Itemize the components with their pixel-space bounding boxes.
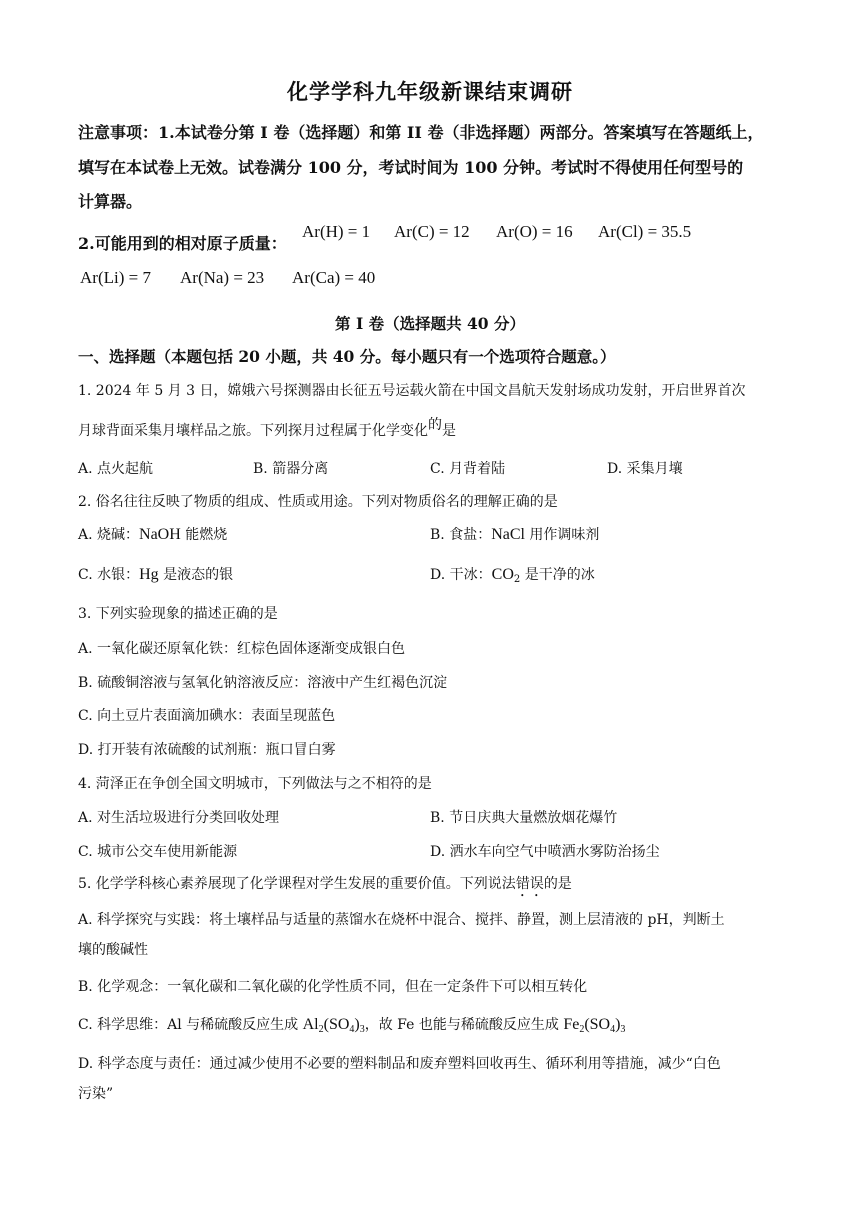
question-4-option-c: C. 城市公交车使用新能源 [78, 844, 238, 860]
emphasized-word: 错误 [515, 876, 544, 892]
question-5-option-d-line-2: 污染” [78, 1086, 114, 1102]
section-title: 第 I 卷（选择题共 40 分） [335, 314, 525, 333]
notice-line-1: 注意事项：1.本试卷分第 I 卷（选择题）和第 II 卷（非选择题）两部分。答案填写在答题纸上， [78, 123, 764, 142]
question-5-option-a-line-1: A. 科学探究与实践：将土壤样品与适量的蒸馏水在烧杯中混合、搅拌、静置，测上层清液的 pH，判断土 [78, 912, 725, 928]
question-3-stem: 3. 下列实验现象的描述正确的是 [78, 606, 278, 622]
question-2-option-c: C. 水银：Hg 是液态的银 [78, 566, 234, 583]
atomic-mass-o: Ar(O) = 16 [496, 222, 573, 241]
page-title: 化学学科九年级新课结束调研 [287, 79, 573, 104]
question-5-option-b: B. 化学观念：一氧化碳和二氧化碳的化学性质不同，但在一定条件下可以相互转化 [78, 979, 588, 995]
atomic-mass-cl: Ar(Cl) = 35.5 [598, 222, 692, 241]
question-5-option-a-line-2: 壤的酸碱性 [78, 942, 148, 958]
question-1-stem-line-2: 月球背面采集月壤样品之旅。下列探月过程属于化学变化的是 [78, 417, 456, 439]
atomic-mass-ca: Ar(Ca) = 40 [292, 268, 376, 287]
atomic-mass-h: Ar(H) = 1 [302, 222, 371, 241]
question-2-stem: 2. 俗名往往反映了物质的组成、性质或用途。下列对物质俗名的理解正确的是 [78, 494, 558, 510]
question-3-option-d: D. 打开装有浓硫酸的试剂瓶：瓶口冒白雾 [78, 742, 336, 758]
question-2-option-b: B. 食盐：NaCl 用作调味剂 [430, 526, 600, 543]
question-4-option-b: B. 节日庆典大量燃放烟花爆竹 [430, 810, 618, 826]
question-1-option-a: A. 点火起航 [78, 461, 154, 477]
question-1-option-b: B. 箭器分离 [253, 461, 329, 477]
notice-line-2: 填写在本试卷上无效。试卷满分 100 分，考试时间为 100 分钟。考试时不得使用任何型号的 [78, 158, 744, 177]
question-3-option-b: B. 硫酸铜溶液与氢氧化钠溶液反应：溶液中产生红褐色沉淀 [78, 675, 448, 691]
question-2-option-d: D. 干冰：$CO_2$ 是干净的冰 [430, 566, 595, 585]
formula-al2so43: $Al_2(SO_4)_3$ [302, 1016, 365, 1035]
question-5-stem: 5. 化学学科核心素养展现了化学课程对学生发展的重要价值。下列说法错误的是 [78, 876, 572, 892]
question-4-option-a: A. 对生活垃圾进行分类回收处理 [78, 810, 280, 826]
atomic-mass-c: Ar(C) = 12 [394, 222, 470, 241]
part-heading: 一、选择题（本题包括 20 小题，共 40 分。每小题只有一个选项符合题意。） [78, 347, 616, 366]
question-1-stem-line-1: 1. 2024 年 5 月 3 日，嫦娥六号探测器由长征五号运载火箭在中国文昌航天发射场成功发射，开启世界首次 [78, 383, 746, 399]
question-1-stem-superscript: 的 [428, 417, 442, 433]
atomic-mass-na: Ar(Na) = 23 [180, 268, 265, 287]
question-2-option-a: A. 烧碱：NaOH 能燃烧 [78, 526, 228, 543]
atomic-mass-li: Ar(Li) = 7 [80, 268, 151, 287]
question-1-option-c: C. 月背着陆 [430, 461, 506, 477]
question-4-option-d: D. 洒水车向空气中喷洒水雾防治扬尘 [430, 844, 660, 860]
notice-line-3: 计算器。 [78, 192, 143, 211]
question-5-option-c: C. 科学思维：Al 与稀硫酸反应生成 $Al_2(SO_4)_3$，故 Fe 也能与稀硫酸反应生成 $Fe_2(SO_4)_3$ [78, 1016, 626, 1035]
notice-line-4: 2.可能用到的相对原子质量： [78, 234, 287, 253]
question-4-stem: 4. 菏泽正在争创全国文明城市，下列做法与之不相符的是 [78, 776, 432, 792]
question-5-option-d-line-1: D. 科学态度与责任：通过减少使用不必要的塑料制品和废弃塑料回收再生、循环利用等措施，减少“白色 [78, 1056, 721, 1072]
formula-fe2so43: $Fe_2(SO_4)_3$ [563, 1016, 626, 1035]
question-3-option-a: A. 一氧化碳还原氧化铁：红棕色固体逐渐变成银白色 [78, 641, 406, 657]
question-1-option-d: D. 采集月壤 [607, 461, 683, 477]
question-3-option-c: C. 向土豆片表面滴加碘水：表面呈现蓝色 [78, 708, 336, 724]
